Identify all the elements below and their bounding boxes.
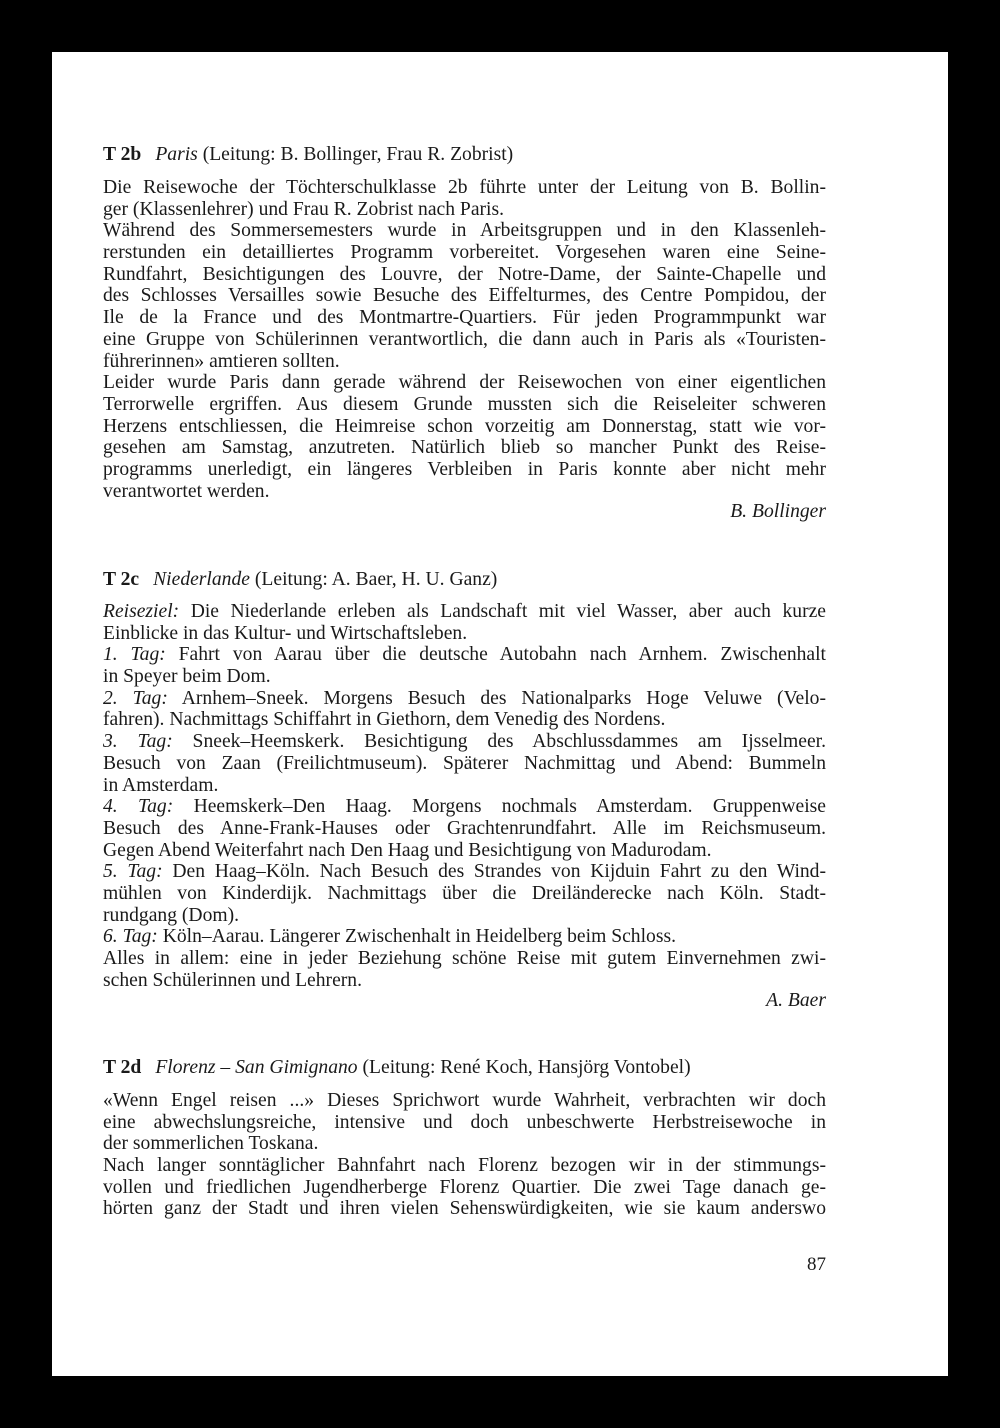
text-line — [103, 437, 826, 459]
line-text: gesehen am Samstag, anzutreten. Natürlich blieb so mancher Punkt des Reise- — [103, 437, 826, 459]
line-text: Alles in allem: eine in jeder Beziehung schöne Reise mit gutem Einvernehmen zwi- — [103, 948, 826, 969]
text-line — [103, 351, 826, 373]
text-line — [103, 285, 826, 307]
italic-label: 6. Tag: — [103, 926, 158, 948]
line-text: Sneek–Heemskerk. Besichtigung des Abschlussdammes am Ijsselmeer. — [172, 731, 826, 753]
text-line — [103, 1198, 826, 1220]
page-number: 87 — [807, 1254, 826, 1275]
line-text: in Speyer beim Dom. — [103, 666, 271, 688]
line-text: Rundfahrt, Besichtigungen des Louvre, der Notre-Dame, der Sainte-Chapelle und — [103, 263, 826, 285]
italic-label: 1. Tag: — [103, 644, 166, 666]
line-text: programms unerledigt, ein längeres Verbleiben in Paris konnte aber nicht mehr — [103, 458, 826, 480]
text-line — [103, 796, 826, 818]
text-line — [103, 199, 826, 221]
text-line — [103, 905, 826, 927]
text-line — [103, 883, 826, 905]
line-text: des Schlosses Versailles sowie Besuche des Eiffelturmes, des Centre Pompidou, der — [103, 285, 826, 307]
text-line — [103, 623, 826, 645]
line-text: Besuch des Anne-Frank-Hauses oder Grachtenrundfahrt. Alle im Reichsmuseum. — [103, 817, 826, 839]
text-line — [103, 307, 826, 329]
line-text: ger (Klassenlehrer) und Frau R. Zobrist nach Paris. — [103, 198, 505, 220]
text-line — [103, 753, 826, 775]
italic-label: 3. Tag: — [103, 731, 173, 753]
section-body-t2d — [103, 1090, 826, 1220]
text-line — [103, 177, 826, 199]
line-text: mühlen von Kinderdijk. Nachmittags über die Dreiländerecke nach Köln. Stadt- — [103, 882, 826, 904]
line-text: Terrorwelle ergriffen. Aus diesem Grunde mussten sich die Reiseleiter schweren — [103, 393, 826, 415]
text-line — [103, 1177, 826, 1199]
line-text: Arnhem–Sneek. Morgens Besuch des Nationalparks Hoge Veluwe (Velo- — [167, 687, 827, 709]
text-line — [103, 601, 826, 623]
author-signature: A. Baer — [766, 990, 826, 1012]
line-text: Leider wurde Paris dann gerade während der Reisewochen von einer eigentlichen — [103, 372, 826, 394]
line-text: der sommerlichen Toskana. — [103, 1133, 319, 1155]
section-heading-t2c — [103, 569, 826, 591]
section-code: T 2c — [103, 569, 140, 590]
italic-label: 2. Tag: — [103, 687, 168, 709]
text-line — [103, 1133, 826, 1155]
line-text: Besuch von Zaan (Freilichtmuseum). Späterer Nachmittag und Abend: Bummeln — [103, 752, 826, 774]
line-text: Gegen Abend Weiterfahrt nach Den Haag und Besichtigung von Madurodam. — [103, 839, 712, 861]
line-text: verantwortet werden. — [103, 480, 270, 502]
line-text: Köln–Aarau. Längerer Zwischenhalt in Heidelberg beim Schloss. — [157, 926, 676, 948]
text-line — [103, 970, 826, 992]
line-text: eine Gruppe von Schülerinnen verantwortlich, die dann auch in Paris als «Touristen- — [103, 328, 826, 350]
line-text: hörten ganz der Stadt und ihren vielen Sehenswürdigkeiten, wie sie kaum anderswo — [103, 1198, 826, 1220]
line-text: Den Haag–Köln. Nach Besuch des Strandes von Kijduin Fahrt zu den Wind- — [162, 861, 827, 883]
line-text: Ile de la France und des Montmartre-Quartiers. Für jeden Programmpunkt war — [103, 307, 826, 329]
section-place: Paris — [155, 144, 198, 165]
line-text: Die Reisewoche der Töchterschulklasse 2b führte unter der Leitung von B. Bollin- — [103, 177, 826, 198]
text-line — [103, 1090, 826, 1112]
line-text: Einblicke in das Kultur- und Wirtschaftsleben. — [103, 622, 468, 644]
section-heading-t2d — [103, 1057, 826, 1079]
section-body-t2b — [103, 177, 826, 523]
italic-label: Reiseziel: — [103, 601, 180, 622]
section-place: Niederlande — [153, 569, 250, 590]
text-line — [103, 372, 826, 394]
line-text: Heemskerk–Den Haag. Morgens nochmals Amsterdam. Gruppenweise — [173, 796, 826, 818]
text-line — [103, 394, 826, 416]
text-line — [103, 416, 826, 438]
section-leaders: (Leitung: A. Baer, H. U. Ganz) — [254, 569, 498, 590]
line-text: rundgang (Dom). — [103, 904, 240, 926]
section-code: T 2b — [103, 144, 142, 165]
italic-label: 5. Tag: — [103, 861, 163, 883]
author-signature: B. Bollinger — [730, 501, 826, 523]
line-text: führerinnen» amtieren sollten. — [103, 350, 340, 372]
line-text: rerstunden ein detailliertes Programm vorbereitet. Vorgesehen waren eine Seine- — [103, 242, 826, 264]
section-leaders: (Leitung: René Koch, Hansjörg Vontobel) — [362, 1057, 691, 1078]
section-body-t2c — [103, 601, 826, 1012]
text-line — [103, 948, 826, 970]
text-line — [103, 926, 826, 948]
text-line — [103, 481, 826, 503]
text-line — [103, 644, 826, 666]
text-line — [103, 329, 826, 351]
line-text: Nach langer sonntäglicher Bahnfahrt nach Florenz bezogen wir in der stimmungs- — [103, 1155, 826, 1177]
line-text: «Wenn Engel reisen ...» Dieses Sprichwort wurde Wahrheit, verbrachten wir doch — [103, 1090, 826, 1111]
line-text: Fahrt von Aarau über die deutsche Autobahn nach Arnhem. Zwischenhalt — [165, 644, 826, 666]
line-text: in Amsterdam. — [103, 774, 219, 796]
italic-label: 4. Tag: — [103, 796, 174, 818]
text-line — [103, 459, 826, 481]
text-line — [103, 1155, 826, 1177]
line-text: Die Niederlande erleben als Landschaft mit viel Wasser, aber auch kurze — [179, 601, 826, 622]
text-line — [103, 242, 826, 264]
text-line — [103, 688, 826, 710]
text-line — [103, 731, 826, 753]
document-page — [52, 52, 948, 1376]
text-line — [103, 840, 826, 862]
text-line — [103, 1112, 826, 1134]
text-line — [103, 220, 826, 242]
text-line — [103, 264, 826, 286]
section-place: Florenz – San Gimignano — [155, 1057, 358, 1078]
text-line — [103, 861, 826, 883]
text-line — [103, 709, 826, 731]
text-line — [103, 818, 826, 840]
section-leaders: (Leitung: B. Bollinger, Frau R. Zobrist) — [202, 144, 514, 165]
line-text: schen Schülerinnen und Lehrern. — [103, 969, 362, 991]
line-text: vollen und friedlichen Jugendherberge Florenz Quartier. Die zwei Tage danach ge- — [103, 1176, 826, 1198]
text-line — [103, 666, 826, 688]
text-line — [103, 775, 826, 797]
line-text: Während des Sommersemesters wurde in Arbeitsgruppen und in den Klassenleh- — [103, 220, 826, 242]
line-text: Herzens entschliessen, die Heimreise schon vorzeitig am Donnerstag, statt wie vor- — [103, 415, 826, 437]
section-code: T 2d — [103, 1057, 142, 1078]
line-text: eine abwechslungsreiche, intensive und doch unbeschwerte Herbstreisewoche in — [103, 1111, 826, 1133]
line-text: fahren). Nachmittags Schiffahrt in Giethorn, dem Venedig des Nordens. — [103, 709, 666, 731]
section-heading-t2b — [103, 144, 826, 166]
